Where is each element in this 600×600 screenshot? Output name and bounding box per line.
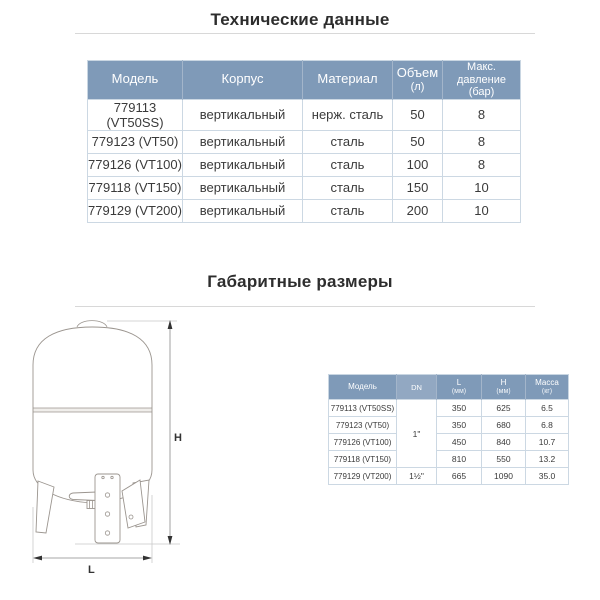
mass-cell: 6.5 (526, 400, 569, 417)
dim-col-header-l-label: L (456, 378, 462, 387)
table-row (329, 451, 569, 468)
mass-cell: 35.0 (526, 468, 569, 485)
table-row (88, 153, 521, 176)
model-cell: 779123 (VT50) (88, 130, 183, 153)
tank-drawing-svg (25, 315, 185, 577)
model-cell: 779118 (VT150) (329, 451, 397, 468)
material-cell: сталь (303, 153, 393, 176)
model-cell: 779113 (VT50SS) (329, 400, 397, 417)
table-row (88, 199, 521, 222)
model-cell: 779129 (VT200) (329, 468, 397, 485)
dim-col-header-h-label: H (500, 378, 507, 387)
dim-col-header-mass (526, 375, 569, 400)
col-header-material: Материал (303, 61, 393, 100)
technical-data-table (87, 60, 521, 223)
volume-cell: 150 (393, 176, 443, 199)
l-dimension-label: L (88, 564, 95, 576)
table-row (88, 99, 521, 130)
h-cell: 550 (482, 451, 526, 468)
table-row (329, 434, 569, 451)
volume-cell: 50 (393, 130, 443, 153)
material-cell: нерж. сталь (303, 99, 393, 130)
table-row (329, 468, 569, 485)
dim-col-header-l (437, 375, 482, 400)
dimensions-table (328, 374, 569, 485)
col-header-model: Модель (88, 61, 183, 100)
table-row (329, 417, 569, 434)
tank-seam-band (34, 408, 152, 412)
tank-dimension-drawing (25, 315, 185, 577)
dimensions-table-header (329, 375, 569, 400)
title-divider-line (75, 33, 535, 34)
l-arrow-left-icon (33, 556, 42, 561)
model-cell: 779126 (VT100) (329, 434, 397, 451)
body-cell: вертикальный (183, 130, 303, 153)
bracket-plate (95, 474, 120, 543)
volume-cell: 100 (393, 153, 443, 176)
model-cell: 779126 (VT100) (88, 153, 183, 176)
material-cell: сталь (303, 199, 393, 222)
material-cell: сталь (303, 176, 393, 199)
mass-cell: 6.8 (526, 417, 569, 434)
body-cell: вертикальный (183, 99, 303, 130)
pressure-cell: 8 (443, 153, 521, 176)
l-arrow-right-icon (143, 556, 152, 561)
model-cell: 779118 (VT150) (88, 176, 183, 199)
table-row (88, 176, 521, 199)
table-row (88, 130, 521, 153)
body-cell: вертикальный (183, 199, 303, 222)
dim-col-header-mass-unit: (кг) (541, 387, 553, 395)
pressure-cell: 8 (443, 99, 521, 130)
dim-col-header-dn: DN (397, 375, 437, 400)
body-cell: вертикальный (183, 153, 303, 176)
l-cell: 350 (437, 400, 482, 417)
dim-col-header-h-unit: (мм) (496, 387, 511, 395)
h-cell: 1090 (482, 468, 526, 485)
pressure-cell: 8 (443, 130, 521, 153)
h-cell: 840 (482, 434, 526, 451)
tank-spout (69, 492, 97, 501)
title-divider-line-2 (75, 306, 535, 307)
l-cell: 450 (437, 434, 482, 451)
volume-cell: 50 (393, 99, 443, 130)
body-cell: вертикальный (183, 176, 303, 199)
mass-cell: 10.7 (526, 434, 569, 451)
col-header-volume (393, 61, 443, 100)
col-header-volume-unit: (л) (410, 81, 425, 94)
model-cell: 779113 (VT50SS) (88, 99, 183, 130)
h-dimension-label: H (174, 432, 182, 444)
dn-merged-cell: 1" (397, 400, 437, 468)
section-title-technical-data: Технические данные (210, 10, 390, 29)
model-cell: 779129 (VT200) (88, 199, 183, 222)
col-header-pressure-unit: (бар) (468, 86, 495, 99)
dim-col-header-model: Модель (329, 375, 397, 400)
volume-cell: 200 (393, 199, 443, 222)
dim-col-header-l-unit: (мм) (451, 387, 467, 395)
tank-leg-left (36, 481, 54, 533)
col-header-pressure (443, 61, 521, 100)
model-cell: 779123 (VT50) (329, 417, 397, 434)
section-title-dimensions: Габаритные размеры (207, 272, 393, 291)
l-cell: 665 (437, 468, 482, 485)
h-cell: 625 (482, 400, 526, 417)
l-cell: 810 (437, 451, 482, 468)
dn-cell: 1½" (397, 468, 437, 485)
dim-col-header-mass-label: Масса (535, 378, 559, 387)
technical-data-table-header (88, 61, 521, 100)
col-header-volume-label: Объем (396, 65, 439, 81)
l-cell: 350 (437, 417, 482, 434)
h-cell: 680 (482, 417, 526, 434)
pressure-cell: 10 (443, 176, 521, 199)
dim-col-header-h (482, 375, 526, 400)
col-header-body: Корпус (183, 61, 303, 100)
table-row (329, 400, 569, 417)
mass-cell: 13.2 (526, 451, 569, 468)
col-header-pressure-label: Макс. давление (456, 61, 506, 86)
material-cell: сталь (303, 130, 393, 153)
tank-top-cap (77, 321, 107, 327)
tank-body-outline (33, 327, 152, 503)
pressure-cell: 10 (443, 199, 521, 222)
